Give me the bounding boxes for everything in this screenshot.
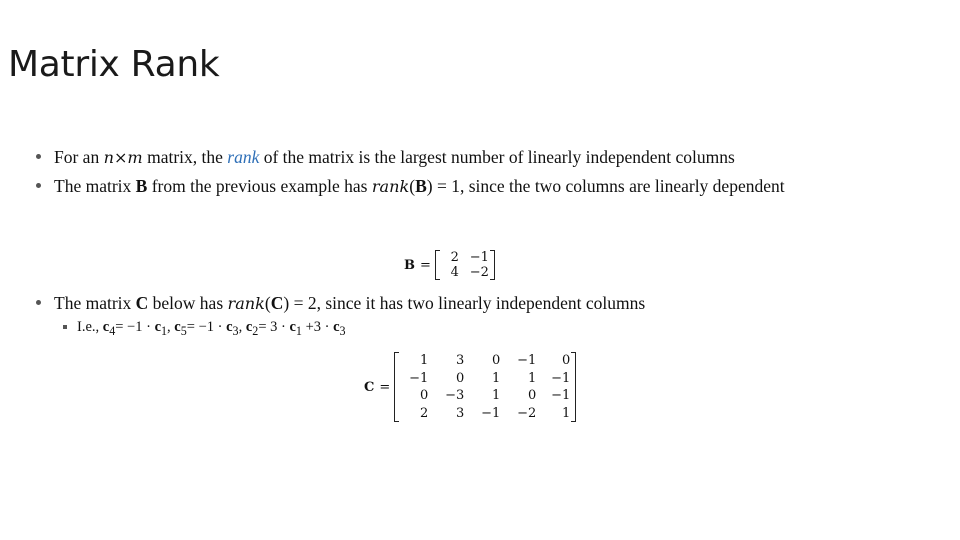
matrix-c bbox=[364, 352, 576, 422]
matrix-cell: 3 bbox=[455, 405, 465, 421]
matrix-cell: 1 bbox=[561, 405, 571, 421]
matrix-b bbox=[404, 250, 495, 280]
matrix-cell: 1 bbox=[491, 388, 501, 403]
matrix-cell: −1 bbox=[469, 250, 489, 265]
matrix-cell: 0 bbox=[419, 388, 429, 403]
matrix-cell: −1 bbox=[551, 388, 571, 403]
matrix-cell: 1 bbox=[527, 370, 537, 386]
matrix-cell: 4 bbox=[450, 265, 459, 280]
matrix-cell: 2 bbox=[450, 250, 459, 265]
matrix-cell: −2 bbox=[517, 405, 537, 421]
matrix-cell: −1 bbox=[517, 353, 537, 368]
equals-sign: = bbox=[420, 257, 431, 273]
sub-bullet-square-icon bbox=[63, 325, 67, 329]
matrix-c-grid bbox=[394, 352, 576, 422]
matrix-cell: 0 bbox=[527, 388, 537, 403]
rank-term: rank bbox=[227, 147, 260, 167]
matrix-b-grid bbox=[435, 250, 495, 280]
matrix-cell: 1 bbox=[491, 370, 501, 386]
matrix-cell: −1 bbox=[551, 370, 571, 386]
matrix-cell: 1 bbox=[419, 353, 429, 368]
matrix-cell: −3 bbox=[445, 388, 465, 403]
matrix-b-label: B bbox=[404, 257, 415, 273]
matrix-cell: −2 bbox=[469, 265, 489, 280]
matrix-cell: 0 bbox=[561, 353, 571, 368]
bullet-dot-icon bbox=[36, 154, 41, 159]
matrix-cell: 2 bbox=[419, 405, 429, 421]
slide-title: Matrix Rank bbox=[8, 44, 220, 85]
matrix-cell: 0 bbox=[455, 370, 465, 386]
matrix-cell: 0 bbox=[491, 353, 501, 368]
bullet-dot-icon bbox=[36, 183, 41, 188]
matrix-cell: 3 bbox=[455, 353, 465, 368]
matrix-cell: −1 bbox=[481, 405, 501, 421]
bullet-text: The matrix C below has rank(C) = 2, since it has two linearly independent columns bbox=[54, 293, 646, 313]
sub-bullet-text: I.e., $c_4= -1 \cdot c_1$, $c_5= -1 \cdot c_3$, $c_2= 3 \cdot c_1 +3 \cdot c_3$ bbox=[77, 319, 346, 338]
bullet-text: For an n×m matrix, the rank of the matrix is the largest number of linearly independent columns bbox=[54, 147, 735, 167]
bullet-dot-icon bbox=[36, 300, 41, 305]
matrix-cell: −1 bbox=[409, 370, 429, 386]
bullet-text: The matrix B from the previous example has rank(B) = 1, since the two columns are linearly dependent bbox=[54, 176, 785, 196]
equals-sign: = bbox=[379, 379, 391, 395]
matrix-c-label: C bbox=[364, 379, 375, 395]
